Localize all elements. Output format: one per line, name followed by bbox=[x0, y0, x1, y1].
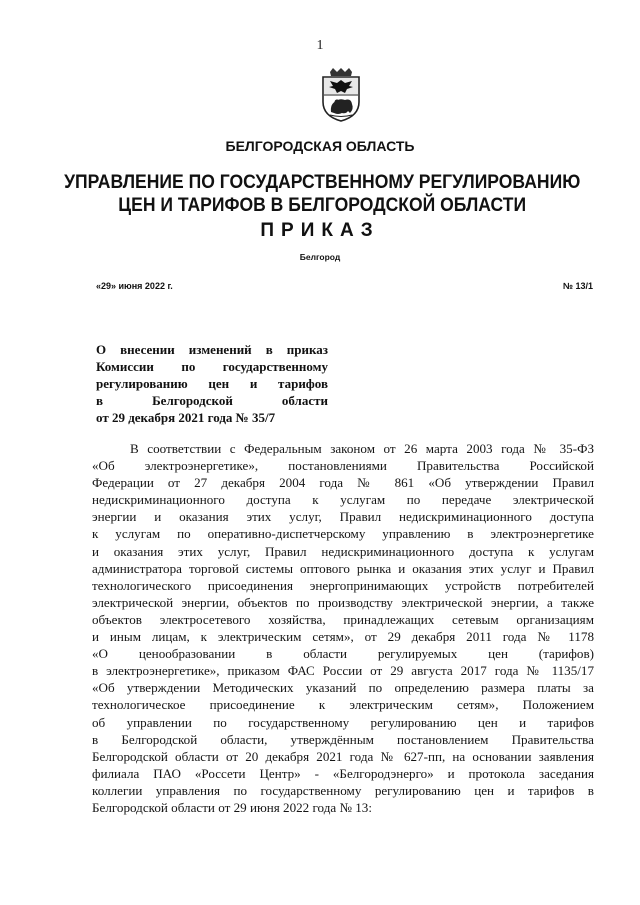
body-line: технологического присоединения энергопринимающих устройств потребителей bbox=[92, 577, 594, 593]
body-line: «О ценообразовании в области регулируемых цен (тарифов) bbox=[92, 646, 594, 662]
body-line: в электроэнергетике», приказом ФАС России от 29 августа 2017 года № 1135/17 bbox=[92, 663, 594, 679]
body-line: и иным лицам, к электрическим сетям», от 29 декабря 2011 года № 1178 bbox=[92, 629, 594, 645]
document-type: ПРИКАЗ bbox=[260, 220, 380, 241]
body-line: энергии и оказания этих услуг, Правил недискриминационного доступа bbox=[92, 509, 594, 525]
body-line: филиала ПАО «Россети Центр» - «Белгородэнерго» и протокола заседания bbox=[92, 765, 594, 781]
body-line: и оказания этих услуг, Правил недискриминационного доступа к услугам bbox=[92, 543, 594, 559]
body-line: администратора торговой системы оптового рынка и оказания этих услуг и Правил bbox=[92, 560, 594, 576]
body-line: к услугам по оперативно-диспетчерскому управлению в электроэнергетике bbox=[92, 526, 594, 542]
subject-line: Комиссии по государственному bbox=[96, 359, 328, 374]
body-paragraph bbox=[92, 440, 594, 816]
body-line: электрической энергии, объектов по производству электрической энергии, а также bbox=[92, 594, 594, 610]
order-subject bbox=[96, 341, 328, 426]
page-number: 1 bbox=[316, 38, 324, 53]
body-line: технологическое присоединение к электрическим сетям», Положением bbox=[92, 697, 594, 713]
subject-line: регулированию цен и тарифов bbox=[96, 376, 328, 391]
body-line: В соответствии с Федеральным законом от 26 марта 2003 года № 35-ФЗ bbox=[130, 441, 594, 456]
order-date: «29» июня 2022 г. bbox=[96, 281, 173, 291]
subject-line: от 29 декабря 2021 года № 35/7 bbox=[96, 410, 276, 425]
city-label: Белгород bbox=[299, 252, 341, 262]
body-line: Белгородской области от 20 декабря 2021 года № 627-пп, на основании заявления bbox=[92, 748, 594, 764]
body-line: Федерации от 27 декабря 2004 года № 861 «Об утверждении Правил bbox=[92, 475, 594, 491]
body-line: в Белгородской области, утверждённым постановлением Правительства bbox=[92, 731, 594, 747]
subject-line: О внесении изменений в приказ bbox=[96, 342, 328, 357]
body-line: об управлении по государственному регулированию цен и тарифов bbox=[92, 714, 594, 730]
subject-line: в Белгородской области bbox=[96, 393, 328, 408]
department-line: ЦЕН И ТАРИФОВ В БЕЛГОРОДСКОЙ ОБЛАСТИ bbox=[118, 194, 527, 216]
coat-of-arms-emblem bbox=[318, 68, 364, 122]
body-line: «Об электроэнергетике», постановлениями Правительства Российской bbox=[92, 458, 594, 474]
department-line: УПРАВЛЕНИЕ ПО ГОСУДАРСТВЕННОМУ РЕГУЛИРОВАНИЮ bbox=[64, 171, 581, 193]
order-number: № 13/1 bbox=[562, 281, 593, 291]
body-line: объектов электросетевого хозяйства, принадлежащих сетевым организациям bbox=[92, 611, 594, 627]
body-line: Белгородской области от 29 июня 2022 года № 13: bbox=[92, 799, 372, 815]
body-line: коллегии управления по государственному регулированию цен и тарифов в bbox=[92, 782, 594, 798]
region-title: БЕЛГОРОДСКАЯ ОБЛАСТЬ bbox=[225, 138, 415, 154]
body-line: «Об утверждении Методических указаний по определению размера платы за bbox=[92, 680, 594, 696]
department-title bbox=[34, 171, 610, 217]
body-line: недискриминационного доступа к услугам по передаче электрической bbox=[92, 492, 594, 508]
